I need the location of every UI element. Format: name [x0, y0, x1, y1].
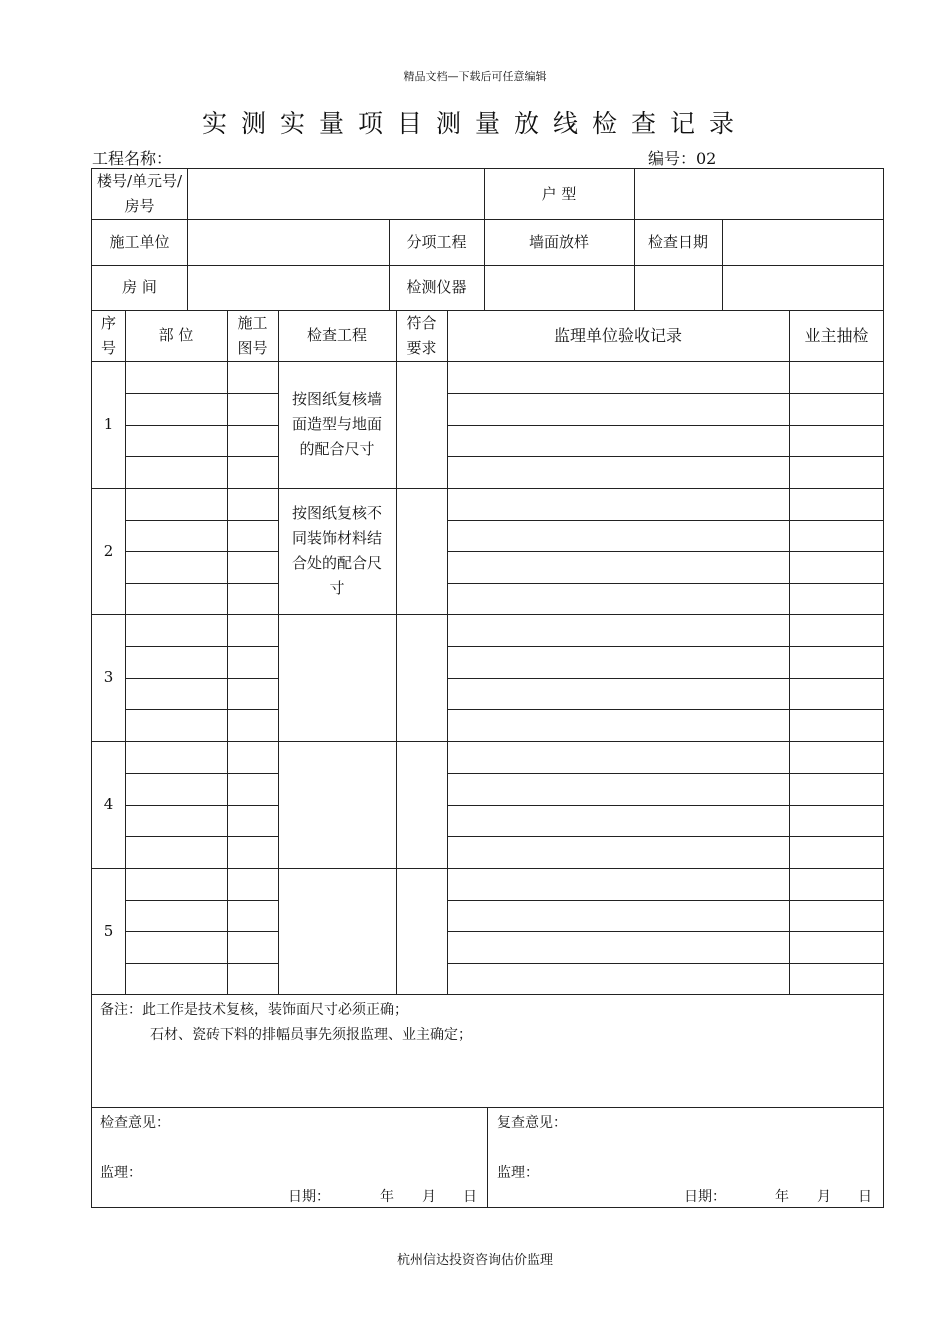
grid-line — [92, 219, 884, 220]
serial-number-label: 编号：02 — [648, 149, 717, 168]
grid-line — [125, 931, 278, 932]
grid-line — [447, 583, 884, 584]
grid-line — [92, 1107, 884, 1108]
grid-line — [125, 456, 278, 457]
grid-line — [125, 393, 278, 394]
review-opinion-label: 复查意见： — [497, 1115, 567, 1131]
group-number: 4 — [103, 795, 114, 813]
grid-line — [447, 773, 884, 774]
grid-line — [125, 425, 278, 426]
grid-line — [227, 310, 228, 994]
grid-line — [447, 805, 884, 806]
supervisor-label: 监理： — [100, 1165, 142, 1181]
grid-line — [125, 963, 278, 964]
grid-line — [447, 393, 884, 394]
grid-line — [447, 520, 884, 521]
grid-line — [92, 488, 884, 489]
grid-line — [447, 900, 884, 901]
date-label: 日期： — [684, 1189, 726, 1205]
group-check-item: 按图纸复核墙面造型与地面的配合尺寸 — [291, 390, 382, 458]
supervisor-label: 监理： — [497, 1165, 539, 1181]
group-check-item: 按图纸复核不同装饰材料结合处的配合尺寸 — [291, 504, 382, 597]
sub-project-value: 墙面放样 — [528, 232, 589, 251]
instrument-label: 检测仪器 — [406, 278, 467, 296]
group-number: 3 — [103, 668, 114, 686]
col-seq-header: 序号 — [100, 313, 116, 357]
month-label: 月 — [422, 1189, 436, 1205]
room-label: 房 间 — [122, 278, 157, 296]
grid-line — [447, 456, 884, 457]
grid-line — [92, 614, 884, 615]
grid-line — [125, 310, 126, 994]
date-label: 日期： — [288, 1189, 330, 1205]
grid-line — [125, 805, 278, 806]
grid-line — [484, 169, 485, 310]
grid-line — [447, 678, 884, 679]
grid-line — [92, 310, 884, 311]
building-label: 楼号/单元号/房号 — [96, 172, 183, 215]
remarks — [100, 998, 472, 1048]
grid-line — [92, 265, 884, 266]
grid-line — [278, 310, 279, 994]
grid-line — [92, 741, 884, 742]
grid-line — [722, 219, 723, 310]
month-label: 月 — [817, 1189, 831, 1205]
page-title: 实测实量项目测量放线检查记录 — [201, 109, 748, 138]
grid-line — [487, 1107, 488, 1208]
grid-line — [92, 868, 884, 869]
year-label: 年 — [775, 1189, 789, 1205]
col-owner-header: 业主抽检 — [804, 326, 869, 345]
grid-line — [447, 310, 448, 994]
remark-line: 石材、瓷砖下料的排幅员事先须报监理、业主确定； — [150, 1027, 472, 1043]
grid-line — [125, 551, 278, 552]
grid-line — [125, 646, 278, 647]
grid-line — [396, 310, 397, 994]
grid-line — [634, 169, 635, 310]
grid-line — [447, 836, 884, 837]
grid-line — [447, 931, 884, 932]
grid-line — [125, 709, 278, 710]
day-label: 日 — [463, 1189, 477, 1205]
check-date-label: 检查日期 — [647, 232, 708, 251]
grid-line — [92, 994, 884, 995]
col-compliance-header: 符合要求 — [406, 313, 437, 357]
grid-line — [125, 836, 278, 837]
grid-line — [447, 646, 884, 647]
day-label: 日 — [858, 1189, 872, 1205]
grid-line — [125, 678, 278, 679]
col-supervision-header: 监理单位验收记录 — [553, 326, 682, 345]
grid-line — [125, 583, 278, 584]
top-note: 精品文档—下载后可任意编辑 — [403, 70, 547, 83]
footer-note: 杭州信达投资咨询估价监理 — [396, 1253, 553, 1268]
grid-line — [447, 551, 884, 552]
grid-line — [125, 900, 278, 901]
project-name-label: 工程名称： — [92, 149, 173, 168]
sub-project-label: 分项工程 — [406, 232, 467, 251]
remark-line: 备注：此工作是技术复核，装饰面尺寸必须正确； — [100, 1002, 408, 1018]
grid-line — [389, 219, 390, 310]
inspection-form-table — [91, 168, 884, 1208]
col-part-header: 部 位 — [158, 326, 194, 344]
col-drawing-header: 施工图号 — [237, 313, 268, 357]
grid-line — [92, 361, 884, 362]
grid-line — [187, 169, 188, 310]
col-check-item-header: 检查工程 — [306, 326, 367, 344]
group-number: 1 — [103, 415, 114, 433]
contractor-label: 施工单位 — [109, 232, 170, 251]
grid-line — [125, 520, 278, 521]
inspection-opinion-label: 检查意见： — [100, 1115, 170, 1131]
grid-line — [447, 709, 884, 710]
grid-line — [447, 963, 884, 964]
grid-line — [447, 425, 884, 426]
grid-line — [125, 773, 278, 774]
year-label: 年 — [380, 1189, 394, 1205]
group-number: 2 — [103, 541, 114, 560]
grid-line — [789, 310, 790, 994]
unit-type-label: 户 型 — [541, 184, 577, 203]
group-number: 5 — [103, 921, 114, 940]
